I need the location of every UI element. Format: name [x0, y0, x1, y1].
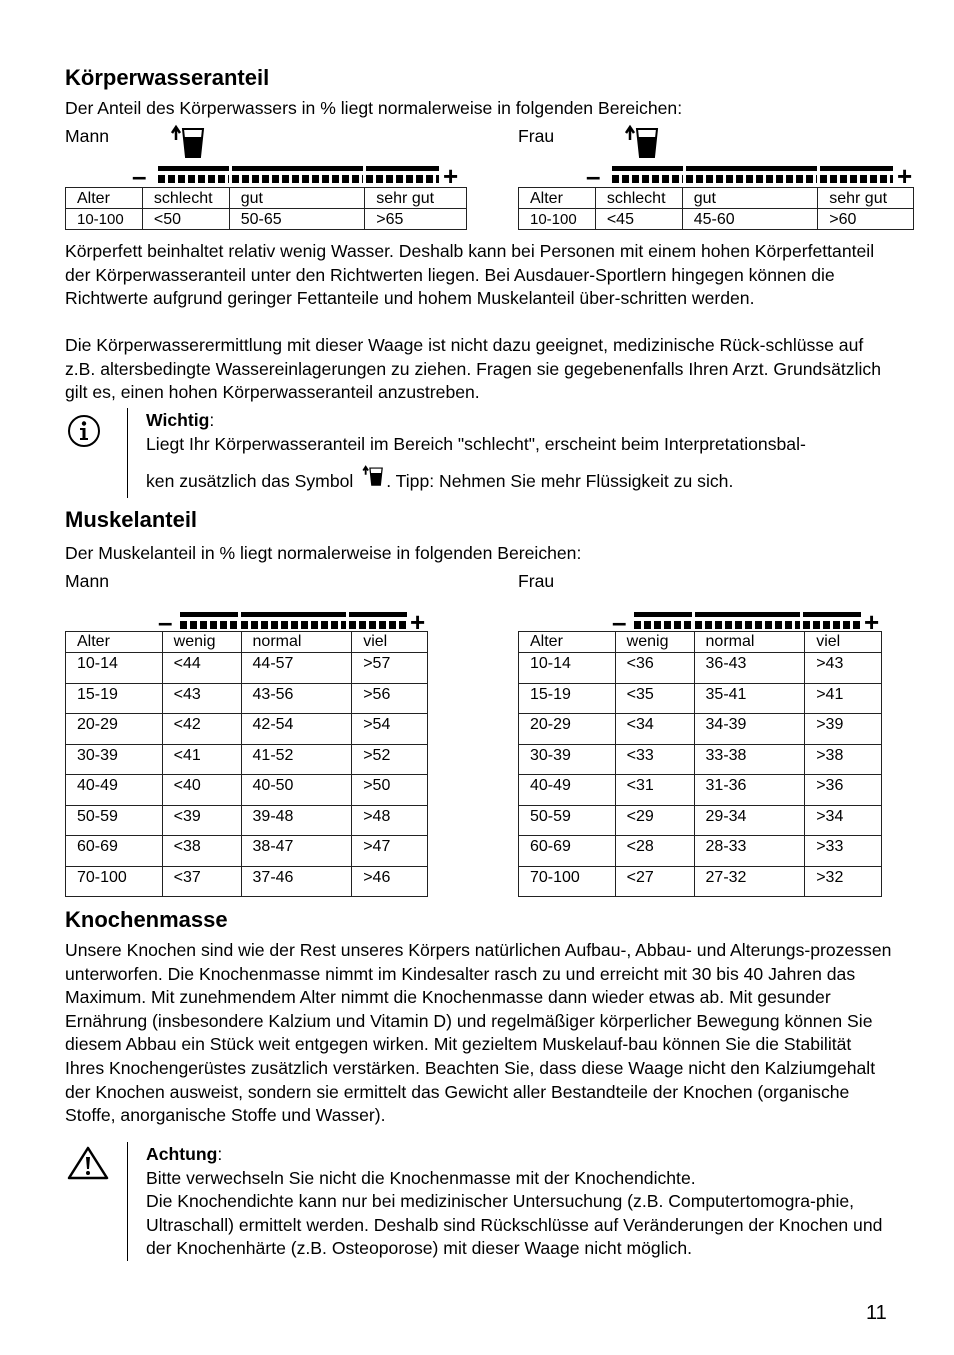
table-cell: <50	[142, 209, 229, 230]
table-cell: 44-57	[241, 653, 352, 684]
table-cell: 41-52	[241, 744, 352, 775]
water-glass-icon	[624, 124, 660, 160]
muscle-heading: Muskelanteil	[65, 507, 198, 532]
plus-sign: +	[864, 607, 880, 637]
table-row	[519, 209, 914, 230]
table-row	[66, 744, 428, 775]
table-cell: >60	[818, 209, 914, 230]
table-cell: <33	[615, 744, 694, 775]
note-line: Bitte verwechseln Sie nicht die Knochenmasse mit der Knochendichte.	[146, 1167, 696, 1188]
table-cell: >33	[805, 836, 882, 867]
muscle-intro: Der Muskelanteil in % liegt normalerweise in folgenden Bereichen:	[65, 543, 582, 563]
table-header-cell: viel	[805, 632, 882, 653]
table-row	[519, 866, 882, 897]
table-header-row	[519, 188, 914, 209]
table-cell: <39	[162, 805, 241, 836]
table-header-cell: schlecht	[595, 188, 682, 209]
table-cell: 39-48	[241, 805, 352, 836]
table-cell: 30-39	[519, 744, 616, 775]
water-male-table	[65, 187, 467, 230]
minus-sign: –	[612, 607, 627, 637]
note-line: ken zusätzlich das Symbol	[146, 471, 354, 492]
table-cell: 10-100	[66, 209, 143, 230]
table-cell: 15-19	[519, 683, 616, 714]
plus-sign: +	[443, 161, 459, 191]
note-line: . Tipp: Nehmen Sie mehr Flüssigkeit zu sich.	[386, 471, 734, 492]
info-icon	[67, 414, 101, 448]
table-row	[66, 209, 467, 230]
table-cell: 36-43	[694, 653, 805, 684]
table-row	[66, 683, 428, 714]
table-cell: >56	[352, 683, 428, 714]
note-divider	[127, 1142, 128, 1261]
table-cell: 42-54	[241, 714, 352, 745]
minus-sign: –	[132, 161, 147, 191]
table-cell: 20-29	[519, 714, 616, 745]
table-header-cell: normal	[694, 632, 805, 653]
water-male-label: Mann	[65, 126, 110, 146]
water-note	[146, 409, 906, 494]
table-cell: <34	[615, 714, 694, 745]
table-header-cell: Alter	[66, 632, 163, 653]
water-glass-icon	[170, 124, 206, 160]
table-cell: <28	[615, 836, 694, 867]
table-cell: <36	[615, 653, 694, 684]
table-cell: <42	[162, 714, 241, 745]
table-cell: <44	[162, 653, 241, 684]
table-cell: >50	[352, 775, 428, 806]
table-header-cell: gut	[682, 188, 818, 209]
table-cell: >34	[805, 805, 882, 836]
table-row	[66, 805, 428, 836]
water-intro: Der Anteil des Körperwassers in % liegt normalerweise in folgenden Bereichen:	[65, 98, 683, 118]
table-cell: <29	[615, 805, 694, 836]
water-paragraph-medical: Die Körperwasserermittlung mit dieser Waage ist nicht dazu geeignet, medizinische Rück-schlüsse auf z.B. altersbedingte Wassereinlagerungen zu ziehen. Fragen sie gegebenenfalls Ihren Arzt. Grundsätzlich gilt es, einen hohen Körperwasseranteil anzustreben.	[65, 335, 881, 403]
table-row	[519, 805, 882, 836]
muscle-male-scale-bar	[158, 607, 428, 637]
table-cell: 40-49	[66, 775, 163, 806]
table-cell: <37	[162, 866, 241, 897]
table-cell: >39	[805, 714, 882, 745]
table-cell: 10-100	[519, 209, 596, 230]
note-title: Wichtig	[146, 410, 210, 430]
minus-sign: –	[586, 161, 601, 191]
table-cell: 43-56	[241, 683, 352, 714]
table-cell: <27	[615, 866, 694, 897]
table-cell: >54	[352, 714, 428, 745]
table-cell: >38	[805, 744, 882, 775]
table-row	[66, 714, 428, 745]
table-cell: 27-32	[694, 866, 805, 897]
water-heading: Körperwasseranteil	[65, 65, 270, 90]
table-cell: 28-33	[694, 836, 805, 867]
page-number: 11	[866, 1302, 887, 1324]
table-cell: >46	[352, 866, 428, 897]
table-row	[519, 744, 882, 775]
note-line: Die Knochendichte kann nur bei medizinischer Untersuchung (z.B. Computertomogra-phie, Ultraschall) ermittelt werden. Deshalb sind Rückschlüsse auf Veränderungen der Knochen und der Knochenhärte (z.B. Osteoporose) mit dieser Waage nicht möglich.	[146, 1191, 883, 1259]
table-cell: 45-60	[682, 209, 818, 230]
table-cell: <31	[615, 775, 694, 806]
note-title: Achtung	[146, 1144, 218, 1164]
water-female-table	[518, 187, 914, 230]
muscle-female-label: Frau	[518, 571, 555, 591]
table-header-cell: sehr gut	[818, 188, 914, 209]
table-cell: 30-39	[66, 744, 163, 775]
table-cell: >36	[805, 775, 882, 806]
table-header-cell: schlecht	[142, 188, 229, 209]
table-cell: 50-65	[229, 209, 365, 230]
table-cell: 38-47	[241, 836, 352, 867]
water-female-label: Frau	[518, 126, 555, 146]
table-row	[519, 683, 882, 714]
plus-sign: +	[410, 607, 426, 637]
table-cell: 70-100	[66, 866, 163, 897]
table-header-row	[519, 632, 882, 653]
table-cell: >41	[805, 683, 882, 714]
water-glass-icon	[362, 465, 384, 487]
table-row	[66, 866, 428, 897]
table-cell: <45	[595, 209, 682, 230]
table-row	[519, 653, 882, 684]
table-header-cell: Alter	[519, 632, 616, 653]
plus-sign: +	[897, 161, 913, 191]
note-divider	[127, 408, 128, 498]
water-male-scale-bar	[132, 161, 468, 191]
colon: :	[217, 1144, 223, 1164]
table-cell: >48	[352, 805, 428, 836]
table-header-row	[66, 188, 467, 209]
table-cell: <40	[162, 775, 241, 806]
table-header-cell: Alter	[66, 188, 143, 209]
table-cell: <35	[615, 683, 694, 714]
table-header-cell: viel	[352, 632, 428, 653]
table-cell: >43	[805, 653, 882, 684]
bone-heading: Knochenmasse	[65, 907, 228, 932]
table-cell: >65	[365, 209, 467, 230]
table-cell: >57	[352, 653, 428, 684]
table-cell: 35-41	[694, 683, 805, 714]
minus-sign: –	[158, 607, 173, 637]
table-header-cell: gut	[229, 188, 365, 209]
table-cell: 50-59	[519, 805, 616, 836]
table-header-row	[66, 632, 428, 653]
bone-paragraph: Unsere Knochen sind wie der Rest unseres Körpers natürlichen Aufbau-, Abbau- und Alterungs-prozessen unterworfen. Die Knochenmasse nimmt im Kindesalter rasch zu und erreicht mit 30 bis 40 Jahren das Maximum. Mit zunehmendem Alter nimmt die Knochenmasse dann wieder etwas ab. Mit gesunder Ernährung (insbesondere Kalzium und Vitamin D) und regelmäßiger körperlicher Bewegung können Sie diesem Abbau ein Stück weit entgegen wirken. Mit gezieltem Muskelauf-bau können Sie die Stabilität Ihres Knochengerüstes zusätzlich verstärken. Beachten Sie, dass diese Waage nicht den Kalziumgehalt der Knochen ausweist, sondern sie ermittelt das Gewicht aller Bestandteile der Knochen (organische Stoffe, anorganische Stoffe und Wasser).	[65, 940, 892, 1126]
table-header-cell: Alter	[519, 188, 596, 209]
table-cell: 33-38	[694, 744, 805, 775]
muscle-female-scale-bar	[612, 607, 882, 637]
table-cell: 60-69	[519, 836, 616, 867]
table-cell: >32	[805, 866, 882, 897]
warning-icon	[66, 1145, 110, 1181]
table-cell: 50-59	[66, 805, 163, 836]
table-cell: 40-49	[519, 775, 616, 806]
table-header-cell: normal	[241, 632, 352, 653]
table-cell: 20-29	[66, 714, 163, 745]
table-cell: 10-14	[519, 653, 616, 684]
table-cell: 15-19	[66, 683, 163, 714]
table-cell: 70-100	[519, 866, 616, 897]
table-cell: <43	[162, 683, 241, 714]
water-paragraph-fat: Körperfett beinhaltet relativ wenig Wasser. Deshalb kann bei Personen mit einem hohen Körperfettanteil der Körperwasseranteil unter den Richtwerten liegen. Bei Ausdauer-Sportlern hingegen können die Richtwerte aufgrund geringer Fettanteile und hohem Muskelanteil über-schritten werden.	[65, 241, 875, 309]
table-row	[519, 775, 882, 806]
table-cell: 60-69	[66, 836, 163, 867]
bone-note	[146, 1143, 891, 1261]
table-cell: >52	[352, 744, 428, 775]
muscle-female-table	[518, 631, 882, 897]
table-header-cell: sehr gut	[365, 188, 467, 209]
table-row	[519, 836, 882, 867]
muscle-male-table	[65, 631, 428, 897]
table-cell: 31-36	[694, 775, 805, 806]
water-female-scale-bar	[586, 161, 922, 191]
table-row	[66, 775, 428, 806]
muscle-male-label: Mann	[65, 571, 110, 591]
table-cell: <38	[162, 836, 241, 867]
table-cell: 29-34	[694, 805, 805, 836]
table-row	[66, 836, 428, 867]
note-line: Liegt Ihr Körperwasseranteil im Bereich "schlecht", erscheint beim Interpretationsbal-	[146, 433, 806, 454]
table-header-cell: wenig	[615, 632, 694, 653]
table-cell: >47	[352, 836, 428, 867]
table-cell: 10-14	[66, 653, 163, 684]
table-row	[519, 714, 882, 745]
table-cell: <41	[162, 744, 241, 775]
colon: :	[209, 410, 215, 430]
table-header-cell: wenig	[162, 632, 241, 653]
table-cell: 40-50	[241, 775, 352, 806]
table-cell: 37-46	[241, 866, 352, 897]
table-row	[66, 653, 428, 684]
table-cell: 34-39	[694, 714, 805, 745]
